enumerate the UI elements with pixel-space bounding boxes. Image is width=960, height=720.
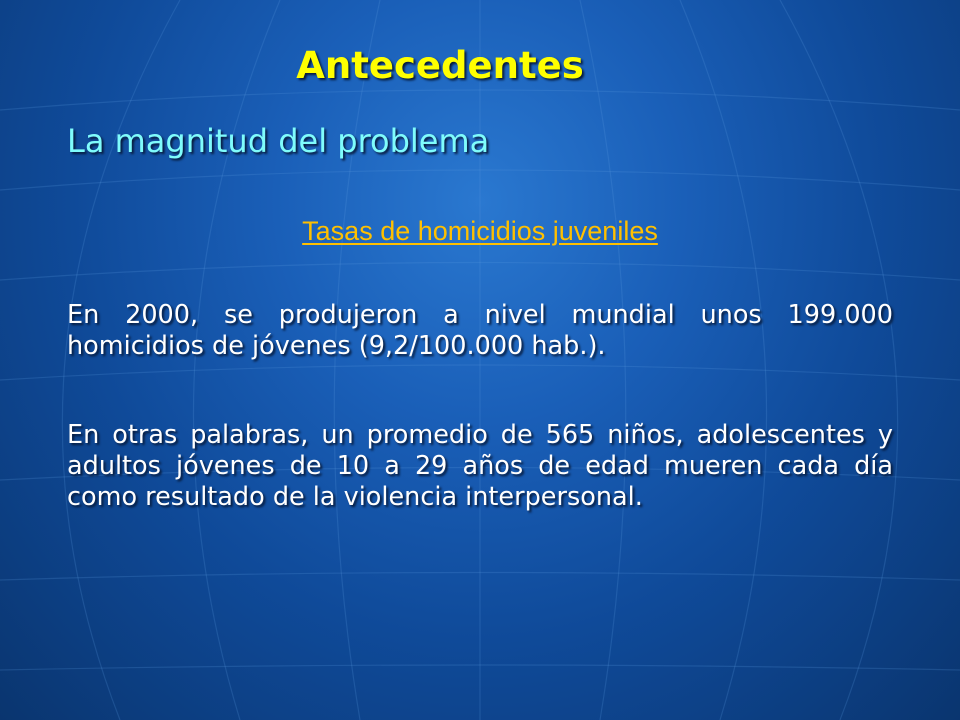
slide-subtitle: La magnitud del problema — [67, 122, 490, 160]
slide-title: Antecedentes — [296, 44, 584, 87]
paragraph-global-homicides: En 2000, se produjeron a nivel mundial unos 199.000 homicidios de jóvenes (9,2/100.000 hab.). — [67, 300, 893, 361]
section-link-container — [0, 216, 960, 247]
paragraph-daily-deaths: En otras palabras, un promedio de 565 niños, adolescentes y adultos jóvenes de 10 a 29 años de edad mueren cada día como resultado de la violencia interpersonal. — [67, 420, 893, 512]
homicide-rates-link[interactable]: Tasas de homicidios juveniles — [302, 216, 658, 246]
